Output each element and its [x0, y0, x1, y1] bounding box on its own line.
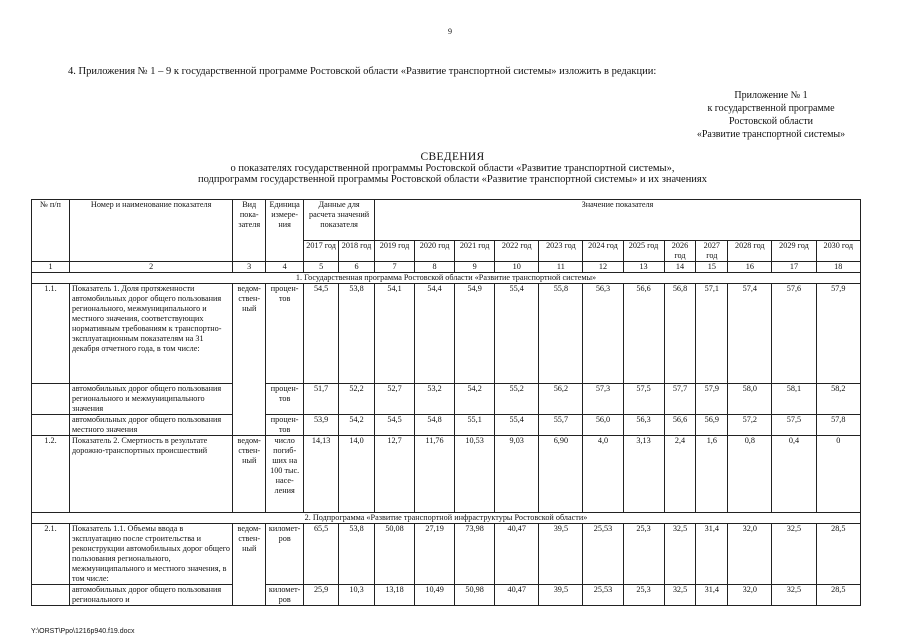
table-row — [32, 585, 861, 606]
column-number: 6 — [339, 262, 375, 273]
year-header: 2019 год — [375, 241, 415, 262]
value-cell: 55,7 — [539, 415, 583, 436]
value-cell: 54,1 — [375, 284, 415, 384]
column-number: 10 — [495, 262, 539, 273]
value-cell: 54,4 — [415, 284, 455, 384]
value-cell: 53,8 — [339, 524, 375, 585]
value-cell: 32,5 — [772, 585, 816, 606]
table-row — [32, 384, 861, 415]
column-number: 15 — [696, 262, 728, 273]
value-cell: 56,2 — [539, 384, 583, 415]
value-cell: 40,47 — [495, 524, 539, 585]
appendix-line-4: «Развитие транспортной системы» — [696, 129, 846, 140]
value-cell: 31,4 — [696, 585, 728, 606]
row-kind: ведом-ствен-ный — [233, 284, 266, 436]
value-cell: 57,2 — [728, 415, 772, 436]
indicators-table — [31, 199, 861, 606]
row-num: 2.1. — [32, 524, 70, 585]
row-kind: ведом-ствен-ный — [233, 524, 266, 606]
row-num — [32, 384, 70, 415]
column-number: 5 — [304, 262, 339, 273]
value-cell: 56,6 — [664, 415, 696, 436]
table-row — [32, 524, 861, 585]
value-cell: 25,9 — [304, 585, 339, 606]
value-cell: 57,8 — [816, 415, 860, 436]
year-header: 2025 год — [623, 241, 664, 262]
column-number: 16 — [728, 262, 772, 273]
row-name: автомобильных дорог общего пользования регионального и — [70, 585, 233, 606]
value-cell: 55,8 — [539, 284, 583, 384]
value-cell: 56,0 — [583, 415, 623, 436]
value-cell: 10,53 — [455, 436, 495, 513]
year-header: 2029 год — [772, 241, 816, 262]
value-cell: 11,76 — [415, 436, 455, 513]
column-number: 13 — [623, 262, 664, 273]
value-cell: 40,47 — [495, 585, 539, 606]
column-number: 14 — [664, 262, 696, 273]
value-cell: 0 — [816, 436, 860, 513]
appendix-line-1: Приложение № 1 — [734, 90, 808, 101]
value-cell: 57,9 — [816, 284, 860, 384]
row-unit: километ-ров — [266, 524, 304, 585]
value-cell: 32,5 — [772, 524, 816, 585]
value-cell: 28,5 — [816, 585, 860, 606]
value-cell: 50,08 — [375, 524, 415, 585]
section-title: 1. Государственная программа Ростовской области «Развитие транспортной системы» — [32, 273, 861, 284]
value-cell: 25,3 — [623, 585, 664, 606]
year-header: 2022 год — [495, 241, 539, 262]
header-values: Значение показателя — [375, 200, 861, 241]
value-cell: 54,2 — [339, 415, 375, 436]
row-unit: процен-тов — [266, 384, 304, 415]
column-number: 4 — [266, 262, 304, 273]
table-row — [32, 284, 861, 384]
column-number: 2 — [70, 262, 233, 273]
header-row — [32, 200, 861, 241]
value-cell: 9,03 — [495, 436, 539, 513]
year-header: 2023 год — [539, 241, 583, 262]
file-path: Y:\ORST\Ppo\1216p940.f19.docx — [31, 628, 135, 635]
column-number: 3 — [233, 262, 266, 273]
row-name: Показатель 1. Доля протяженности автомобильных дорог общего пользования регионального, межмуниципального и местного значения, соответствующих нормативным требованиям к транспортно-эксплуатационным показателям на 31 декабря отчетного года, в том числе: — [70, 284, 233, 384]
value-cell: 57,5 — [623, 384, 664, 415]
heading-line-2: подпрограмм государственной программы Ростовской области «Развитие транспортной системы» и их значениях — [197, 174, 708, 185]
value-cell: 52,2 — [339, 384, 375, 415]
year-header: 2028 год — [728, 241, 772, 262]
value-cell: 54,9 — [455, 284, 495, 384]
value-cell: 14,13 — [304, 436, 339, 513]
year-header: 2021 год — [455, 241, 495, 262]
value-cell: 1,6 — [696, 436, 728, 513]
value-cell: 3,13 — [623, 436, 664, 513]
table-row — [32, 415, 861, 436]
row-unit: процен-тов — [266, 284, 304, 384]
value-cell: 39,5 — [539, 524, 583, 585]
value-cell: 54,8 — [415, 415, 455, 436]
row-kind: ведом-ствен-ный — [233, 436, 266, 513]
value-cell: 56,8 — [664, 284, 696, 384]
year-header: 2026 год — [664, 241, 696, 262]
column-numbers-row — [32, 262, 861, 273]
value-cell: 54,5 — [375, 415, 415, 436]
value-cell: 55,4 — [495, 284, 539, 384]
value-cell: 32,5 — [664, 524, 696, 585]
section-row — [32, 273, 861, 284]
value-cell: 27,19 — [415, 524, 455, 585]
value-cell: 55,2 — [495, 384, 539, 415]
value-cell: 0,4 — [772, 436, 816, 513]
appendix-block — [686, 89, 856, 141]
value-cell: 53,9 — [304, 415, 339, 436]
value-cell: 31,4 — [696, 524, 728, 585]
value-cell: 57,6 — [772, 284, 816, 384]
value-cell: 57,1 — [696, 284, 728, 384]
value-cell: 58,2 — [816, 384, 860, 415]
value-cell: 32,0 — [728, 585, 772, 606]
value-cell: 55,4 — [495, 415, 539, 436]
value-cell: 10,49 — [415, 585, 455, 606]
value-cell: 0,8 — [728, 436, 772, 513]
value-cell: 14,0 — [339, 436, 375, 513]
row-unit: процен-тов — [266, 415, 304, 436]
value-cell: 54,2 — [455, 384, 495, 415]
appendix-line-3: Ростовской области — [729, 116, 813, 127]
value-cell: 13,18 — [375, 585, 415, 606]
row-unit: километ-ров — [266, 585, 304, 606]
year-header: 2017 год — [304, 241, 339, 262]
row-name: автомобильных дорог общего пользования регионального и межмуниципального значения — [70, 384, 233, 415]
value-cell: 12,7 — [375, 436, 415, 513]
heading-line-1: о показателях государственной программы Ростовской области «Развитие транспортной системы», — [230, 163, 675, 174]
value-cell: 56,9 — [696, 415, 728, 436]
value-cell: 25,53 — [583, 524, 623, 585]
year-header: 2024 год — [583, 241, 623, 262]
value-cell: 57,3 — [583, 384, 623, 415]
value-cell: 53,8 — [339, 284, 375, 384]
value-cell: 25,3 — [623, 524, 664, 585]
value-cell: 58,0 — [728, 384, 772, 415]
row-num: 1.1. — [32, 284, 70, 384]
column-number: 17 — [772, 262, 816, 273]
column-number: 1 — [32, 262, 70, 273]
value-cell: 25,53 — [583, 585, 623, 606]
page-number: 9 — [448, 27, 452, 36]
value-cell: 56,3 — [623, 415, 664, 436]
section-title: 2. Подпрограмма «Развитие транспортной инфраструктуры Ростовской области» — [32, 513, 861, 524]
value-cell: 57,7 — [664, 384, 696, 415]
row-num: 1.2. — [32, 436, 70, 513]
value-cell: 32,0 — [728, 524, 772, 585]
intro-text: 4. Приложения № 1 – 9 к государственной программе Ростовской области «Развитие транспортной системы» изложить в редакции: — [68, 66, 657, 77]
value-cell: 56,6 — [623, 284, 664, 384]
value-cell: 10,3 — [339, 585, 375, 606]
value-cell: 56,3 — [583, 284, 623, 384]
document-title: СВЕДЕНИЯ — [420, 151, 485, 163]
value-cell: 52,7 — [375, 384, 415, 415]
row-name: автомобильных дорог общего пользования местного значения — [70, 415, 233, 436]
value-cell: 57,4 — [728, 284, 772, 384]
table-row — [32, 436, 861, 513]
header-num: № п/п — [32, 200, 70, 262]
value-cell: 53,2 — [415, 384, 455, 415]
column-number: 12 — [583, 262, 623, 273]
column-number: 7 — [375, 262, 415, 273]
value-cell: 57,5 — [772, 415, 816, 436]
value-cell: 55,1 — [455, 415, 495, 436]
column-number: 11 — [539, 262, 583, 273]
document-heading — [0, 152, 905, 185]
value-cell: 51,7 — [304, 384, 339, 415]
value-cell: 32,5 — [664, 585, 696, 606]
row-unit: число погиб-ших на 100 тыс. насе-ления — [266, 436, 304, 513]
value-cell: 73,98 — [455, 524, 495, 585]
value-cell: 65,5 — [304, 524, 339, 585]
value-cell: 6,90 — [539, 436, 583, 513]
value-cell: 54,5 — [304, 284, 339, 384]
column-number: 8 — [415, 262, 455, 273]
row-num — [32, 415, 70, 436]
column-number: 9 — [455, 262, 495, 273]
row-num — [32, 585, 70, 606]
row-name: Показатель 2. Смертность в результате дорожно-транспортных происшествий — [70, 436, 233, 513]
year-header: 2018 год — [339, 241, 375, 262]
year-header: 2020 год — [415, 241, 455, 262]
header-base: Данные для расчета значений показателя — [304, 200, 375, 241]
header-kind: Вид пока-зателя — [233, 200, 266, 262]
value-cell: 4,0 — [583, 436, 623, 513]
column-number: 18 — [816, 262, 860, 273]
row-name: Показатель 1.1. Объемы ввода в эксплуатацию после строительства и реконструкции автомобильных дорог общего пользования регионального, межмуниципального и местного значения, в том числе: — [70, 524, 233, 585]
year-header: 2027 год — [696, 241, 728, 262]
value-cell: 50,98 — [455, 585, 495, 606]
appendix-line-2: к государственной программе — [707, 103, 835, 114]
header-unit: Единица измере-ния — [266, 200, 304, 262]
section-row — [32, 513, 861, 524]
value-cell: 28,5 — [816, 524, 860, 585]
year-header: 2030 год — [816, 241, 860, 262]
value-cell: 39,5 — [539, 585, 583, 606]
value-cell: 58,1 — [772, 384, 816, 415]
header-name: Номер и наименование показателя — [70, 200, 233, 262]
value-cell: 2,4 — [664, 436, 696, 513]
value-cell: 57,9 — [696, 384, 728, 415]
